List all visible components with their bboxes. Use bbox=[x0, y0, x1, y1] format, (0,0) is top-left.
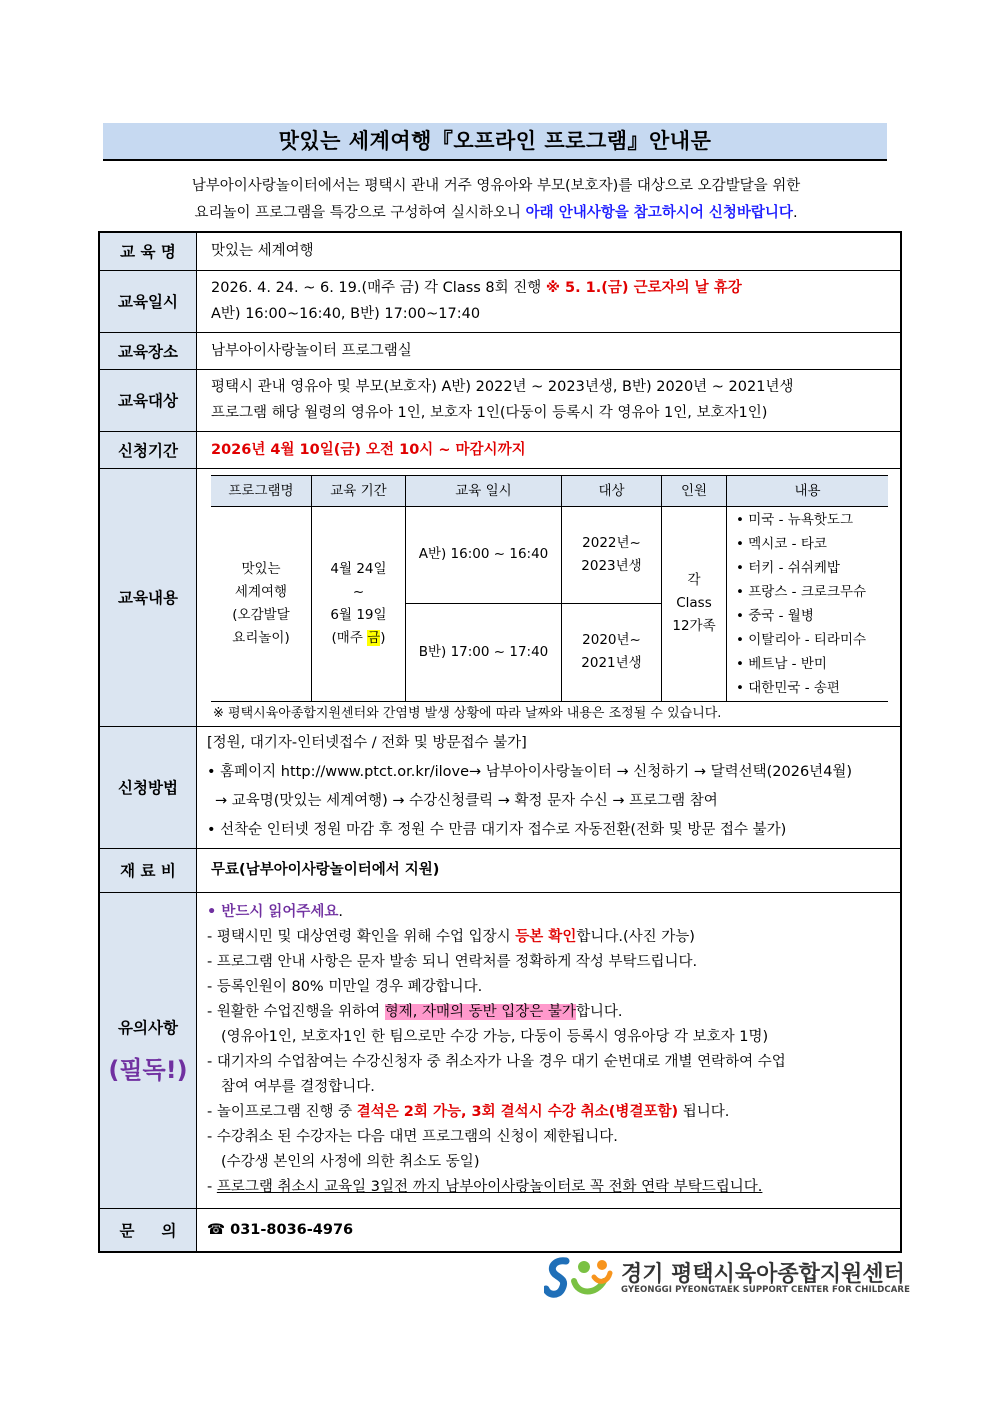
method-line-2: • 홈페이지 http://www.ptct.or.kr/ilove→ 남부아이사랑놀이터 → 신청하기 → 달력선택(2026년4월) bbox=[207, 764, 853, 780]
label-method: 신청방법 bbox=[99, 726, 197, 848]
menu-item: • 중국 - 월병 bbox=[736, 604, 887, 628]
caution-11-underlined: 프로그램 취소시 교육일 3일전 까지 남부아이사랑놀이터로 꼭 전화 연락 부탁드립니다. bbox=[216, 1179, 763, 1195]
program-line: 요리놀이) bbox=[232, 629, 290, 646]
label-place: 교육장소 bbox=[99, 332, 197, 369]
cell-time-b: B반) 17:00 ~ 17:40 bbox=[406, 604, 562, 702]
menu-item: • 베트남 - 반미 bbox=[736, 652, 887, 676]
value-caution bbox=[197, 892, 902, 1208]
caution-4-emphasis: 형제, 자매의 동반 입장은 불가 bbox=[384, 1004, 576, 1020]
program-line: (오감발달 bbox=[232, 606, 290, 623]
label-caution bbox=[99, 892, 197, 1208]
info-table bbox=[98, 231, 902, 1253]
caution-head: • 반드시 읽어주세요 bbox=[207, 904, 339, 920]
value-place: 남부아이사랑놀이터 프로그램실 bbox=[197, 332, 902, 369]
cell-people bbox=[662, 506, 727, 701]
target-line-1: 평택시 관내 영유아 및 부모(보호자) A반) 2022년 ~ 2023년생, B반) 2020년 ~ 2021년생 bbox=[211, 379, 794, 395]
caution-4-end: 합니다. bbox=[575, 1004, 623, 1020]
caution-7: 참여 여부를 결정합니다. bbox=[221, 1079, 375, 1095]
cell-time-a: A반) 16:00 ~ 16:40 bbox=[406, 506, 562, 604]
caution-3: - 등록인원이 80% 미만일 경우 폐강합니다. bbox=[207, 979, 483, 995]
value-method bbox=[197, 726, 902, 848]
caution-2: - 프로그램 안내 사항은 문자 발송 되니 연락처를 정확하게 작성 부탁드립니다. bbox=[207, 954, 698, 970]
value-date bbox=[197, 270, 902, 332]
caution-1: - 평택시민 및 대상연령 확인을 위해 수업 입장시 bbox=[207, 929, 516, 945]
caution-head-dot: . bbox=[338, 904, 344, 920]
row-place bbox=[99, 332, 901, 369]
label-target: 교육대상 bbox=[99, 369, 197, 431]
cell-target-a bbox=[562, 506, 662, 604]
content-note: ※ 평택시육아종합지원센터와 간염병 발생 상황에 따라 날짜와 내용은 조정될 수 있습니다. bbox=[213, 705, 722, 721]
row-method bbox=[99, 726, 901, 848]
target-a-line: 2022년~ bbox=[582, 534, 641, 551]
row-caution bbox=[99, 892, 901, 1208]
value-fee: 무료(남부아이사랑놀이터에서 지원) bbox=[197, 848, 902, 892]
method-line-4: • 선착순 인터넷 정원 마감 후 정원 수 만큼 대기자 접수로 자동전환(전화 및 방문 접수 불가) bbox=[207, 822, 787, 838]
label-fee: 재 료 비 bbox=[99, 848, 197, 892]
page-title: 맛있는 세계여행『오프라인 프로그램』안내문 bbox=[103, 123, 887, 161]
col-target: 대상 bbox=[562, 475, 662, 506]
value-period: 2026년 4월 10일(금) 오전 10시 ~ 마감시까지 bbox=[197, 431, 902, 468]
col-people: 인원 bbox=[662, 475, 727, 506]
intro-line-1: 남부아이사랑놀이터에서는 평택시 관내 거주 영유아와 부모(보호자)를 대상으로 오감발달을 위한 bbox=[191, 178, 801, 194]
caution-8-end: 됩니다. bbox=[678, 1104, 730, 1120]
caution-4: - 원활한 수업진행을 위하여 bbox=[207, 1004, 385, 1020]
period-line: 6월 19일 bbox=[330, 606, 387, 623]
menu-item: • 미국 - 뉴욕핫도그 bbox=[736, 508, 887, 532]
target-line-2: 프로그램 해당 월령의 영유아 1인, 보호자 1인(다둥이 등록시 각 영유아 1인, 보호자1인) bbox=[211, 405, 768, 421]
center-logo-name: 경기 평택시육아종합지원센터 bbox=[621, 1262, 905, 1287]
row-name bbox=[99, 232, 901, 270]
value-target bbox=[197, 369, 902, 431]
menu-item: • 대한민국 - 송편 bbox=[736, 676, 887, 700]
col-period: 교육 기간 bbox=[312, 475, 406, 506]
people-line: Class bbox=[676, 595, 712, 611]
method-line-1: [정원, 대기자-인터넷접수 / 전화 및 방문접수 불가] bbox=[207, 735, 527, 751]
value-contact: ☎ 031-8036-4976 bbox=[197, 1208, 902, 1252]
menu-item: • 이탈리아 - 티라미수 bbox=[736, 628, 887, 652]
cell-period bbox=[312, 506, 406, 701]
date-line-1: 2026. 4. 24. ~ 6. 19.(매주 금) 각 Class 8회 진행 bbox=[211, 280, 546, 296]
period-line bbox=[313, 627, 404, 650]
target-a-line: 2023년생 bbox=[581, 557, 642, 574]
col-time: 교육 일시 bbox=[406, 475, 562, 506]
label-content: 교육내용 bbox=[99, 468, 197, 726]
period-weekday: 금 bbox=[367, 629, 381, 646]
date-line-2: A반) 16:00~16:40, B반) 17:00~17:40 bbox=[211, 306, 481, 322]
intro-line-2-text: 요리놀이 프로그램을 특강으로 구성하여 실시하오니 bbox=[194, 205, 526, 221]
target-b-line: 2021년생 bbox=[581, 655, 642, 672]
row-target bbox=[99, 369, 901, 431]
intro-text bbox=[100, 173, 892, 227]
caution-10: (수강생 본인의 사정에 의한 취소도 동일) bbox=[221, 1154, 480, 1170]
caution-8: - 놀이프로그램 진행 중 bbox=[207, 1104, 357, 1120]
period-line: ~ bbox=[352, 583, 365, 600]
period-line: 4월 24일 bbox=[330, 560, 387, 577]
col-menu: 내용 bbox=[727, 475, 889, 506]
intro-line-2-end: . bbox=[792, 205, 798, 221]
row-date bbox=[99, 270, 901, 332]
caution-1-emphasis: 등본 확인 bbox=[515, 929, 577, 945]
method-line-3: → 교육명(맛있는 세계여행) → 수강신청클릭 → 확정 문자 수신 → 프로그램 참여 bbox=[215, 793, 718, 809]
program-line: 세계여행 bbox=[234, 583, 288, 600]
period-weekday-post: ) bbox=[380, 629, 386, 646]
col-program: 프로그램명 bbox=[211, 475, 312, 506]
label-name: 교 육 명 bbox=[99, 232, 197, 270]
label-contact: 문 의 bbox=[99, 1208, 197, 1252]
center-logo-subtitle: GYEONGGI PYEONGTAEK SUPPORT CENTER FOR CHILDCARE bbox=[621, 1285, 910, 1295]
menu-item: • 터키 - 쉬쉬케밥 bbox=[736, 556, 887, 580]
value-name: 맛있는 세계여행 bbox=[197, 232, 902, 270]
value-content bbox=[197, 468, 902, 726]
row-content bbox=[99, 468, 901, 726]
program-line: 맛있는 bbox=[241, 560, 281, 577]
label-period: 신청기간 bbox=[99, 431, 197, 468]
intro-line-2-emphasis: 아래 안내사항을 참고하시어 신청바랍니다 bbox=[525, 205, 793, 221]
caution-6: - 대기자의 수업참여는 수강신청자 중 취소자가 나올 경우 대기 순번대로 개별 연락하여 수업 bbox=[207, 1054, 786, 1070]
target-b-line: 2020년~ bbox=[582, 632, 641, 649]
people-line: 각 bbox=[687, 572, 701, 588]
caution-8-emphasis: 결석은 2회 가능, 3회 결석시 수강 취소(병결포함) bbox=[356, 1104, 679, 1120]
caution-must-read: (필독!) bbox=[108, 1055, 188, 1084]
holiday-note: ※ 5. 1.(금) 근로자의 날 휴강 bbox=[545, 280, 742, 296]
caution-9: - 수강취소 된 수강자는 다음 대면 프로그램의 신청이 제한됩니다. bbox=[207, 1129, 618, 1145]
label-date: 교육일시 bbox=[99, 270, 197, 332]
row-fee bbox=[99, 848, 901, 892]
menu-item: • 프랑스 - 크로크무슈 bbox=[736, 580, 887, 604]
row-contact bbox=[99, 1208, 901, 1252]
caution-5: (영유아1인, 보호자1인 한 팀으로만 수강 가능, 다둥이 등록시 영유아당 각 보호자 1명) bbox=[221, 1029, 769, 1045]
intro-line-2 bbox=[100, 200, 892, 227]
cell-menu bbox=[727, 506, 889, 701]
menu-list bbox=[728, 508, 887, 700]
program-table bbox=[211, 475, 888, 702]
menu-item: • 멕시코 - 타코 bbox=[736, 532, 887, 556]
cell-target-b bbox=[562, 604, 662, 702]
row-period bbox=[99, 431, 901, 468]
people-line: 12가족 bbox=[672, 618, 716, 634]
caution-label: 유의사항 bbox=[118, 1018, 178, 1037]
period-weekday-pre: (매주 bbox=[331, 629, 368, 646]
cell-program bbox=[211, 506, 312, 701]
caution-11: - bbox=[207, 1179, 217, 1195]
caution-1-end: 합니다.(사진 가능) bbox=[576, 929, 695, 945]
